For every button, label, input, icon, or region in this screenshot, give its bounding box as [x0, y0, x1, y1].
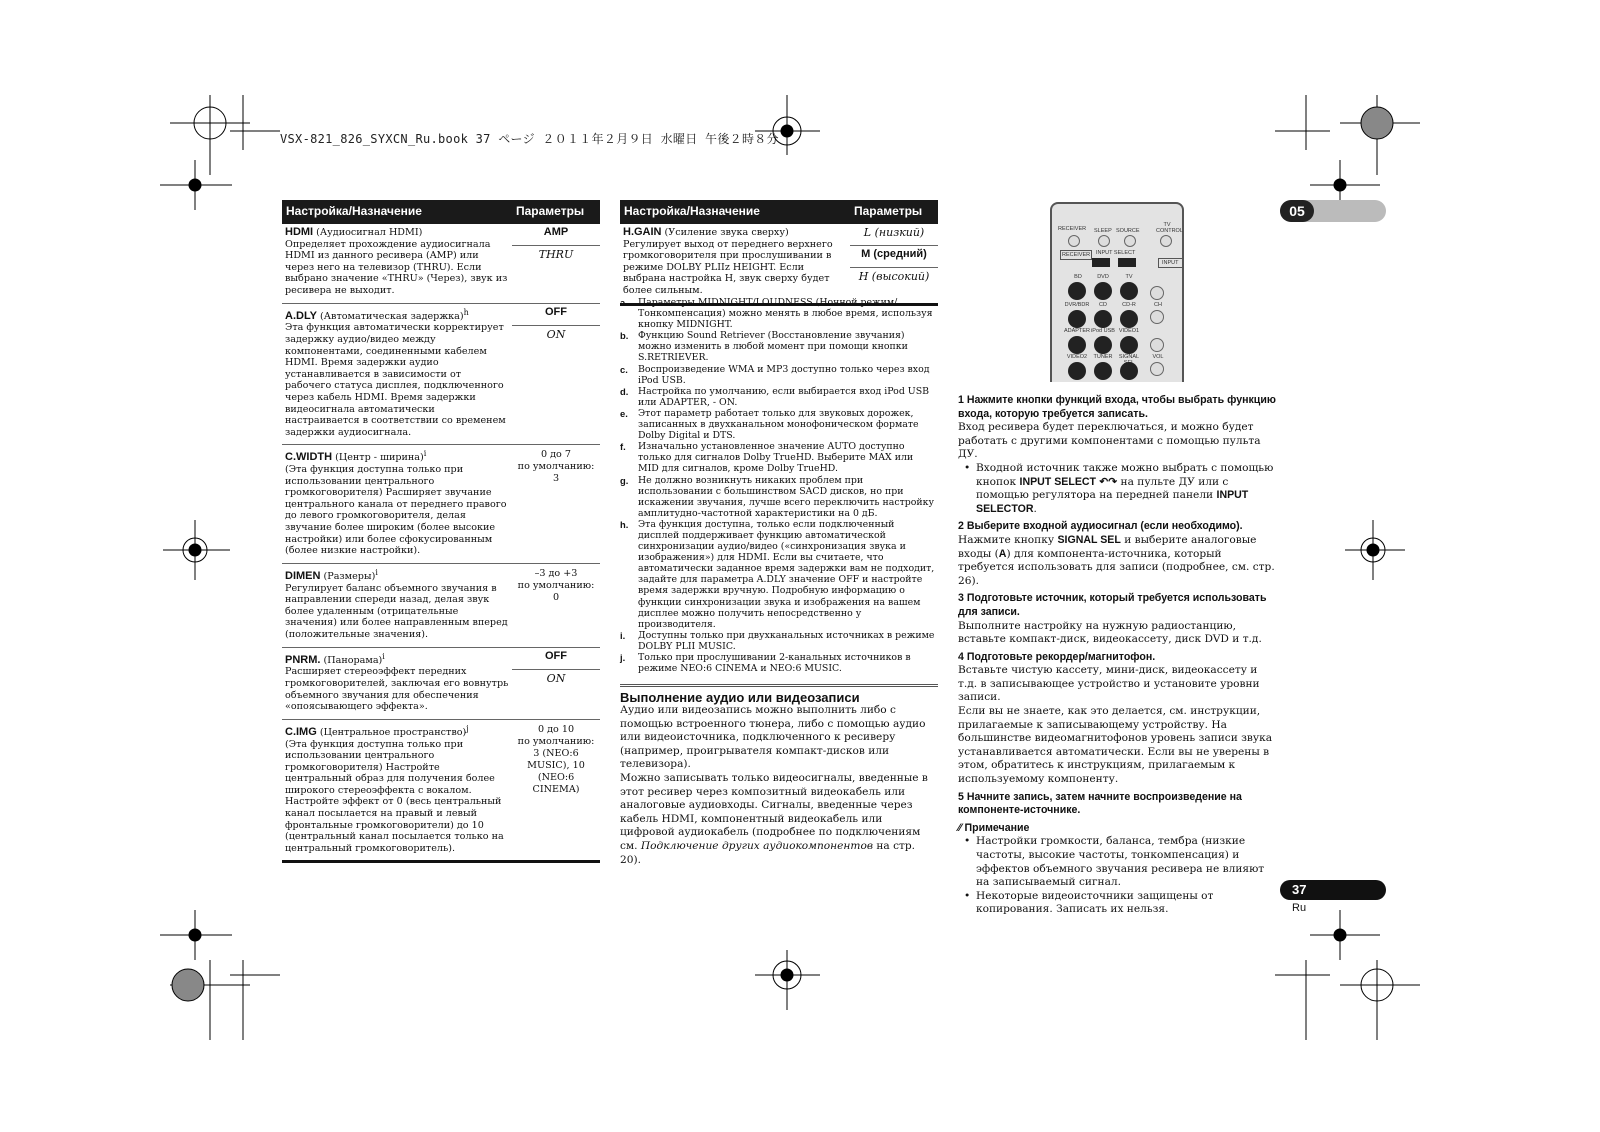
remote-label: SOURCE	[1116, 228, 1140, 234]
setting-description: (Эта функция доступна только при использовании центрального громкоговорителя) Настройте центральный образ для получения более широкого стереоэффекта с вокалом. Настройте эффект от 0 (весь центральный канал посылается на правый и левый фронтальные громкоговорители) до 10 (центральный канал посылается только на центральный громкоговоритель).	[285, 738, 504, 854]
footnotes-list	[620, 297, 936, 674]
footnote-item	[620, 475, 936, 519]
step-body: Нажмите кнопку SIGNAL SEL и выберите аналоговые входы (A) для компонента-источника, который требуется использовать для записи (подробнее, см. стр. 26).	[958, 533, 1275, 587]
settings-table-1	[282, 200, 600, 863]
table-row	[282, 647, 600, 719]
note-heading: ⁄⁄ Примечание	[958, 821, 1030, 834]
footnote-key: h.	[620, 518, 629, 530]
remote-label: TUNER	[1093, 354, 1113, 360]
option-range: 0 до 10	[537, 723, 575, 735]
footnote-text: Не должно возникнуть никаких проблем при использовании с большинством SACD дисков, но при искажении звучания, лучше всего переключить настройку амплитудно-частотной характеристики на 0 дБ.	[638, 474, 935, 519]
footnote-text: Настройка по умолчанию, если выбирается вход iPod USB или ADAPTER, - ON.	[638, 385, 930, 408]
print-header: VSX-821_826_SYXCN_Ru.book 37 ページ ２０１１年２月９日 水曜日 午後２時８分	[280, 132, 779, 146]
footnote-item	[620, 441, 936, 474]
paragraph: Можно записывать только видеосигналы, введенные в этот ресивер через композитный видеокабель или аналоговые аудиовходы. Сигналы, введенные через кабель HDMI, компонентный видеокабель или цифровой аудиокабель (подробнее по подключениям см. Подключение других аудиокомпонентов на стр. 20).	[620, 771, 928, 866]
step-body: Выполните настройку на нужную радиостанцию, вставьте компакт-диск, видеокассету, диск DVD и т.д.	[958, 619, 1262, 646]
option-value: AMP	[512, 224, 600, 246]
remote-label: CD	[1099, 302, 1107, 308]
step-title: 5 Начните запись, затем начните воспроизведение на компоненте-источнике.	[958, 790, 1242, 817]
step-title: 1 Нажмите кнопки функций входа, чтобы выбрать функцию входа, которую требуется записать.	[958, 394, 1276, 420]
footnote-text: Эта функция доступна, только если подключенный дисплей поддерживает функцию автоматической синхронизации аудио/видео («синхронизация звука и изображения») для HDMI. Если вы считаете, что автоматически заданное время задержки вам не подходит, задайте для параметра A.DLY значение OFF и настройте время задержки вручную. Подробную информацию о функции синхронизации звука и изображения на вашем дисплее можно получить непосредственно у производителя.	[638, 518, 935, 630]
option-default: по умолчанию: 0	[517, 579, 595, 603]
footnote-item	[620, 652, 936, 674]
step-title: 3 Подготовьте источник, который требуется использовать для записи.	[958, 592, 1267, 618]
remote-label: TV CONTROL	[1156, 222, 1183, 234]
setting-description: Регулирует баланс объемного звучания в направлении спереди назад, делая звук более удаленным (отрицательные значения) или более направленным вперед (положительные значения).	[285, 582, 508, 640]
footnote-item	[620, 519, 936, 630]
footnote-item	[620, 364, 936, 386]
paragraph: Аудио или видеозапись можно выполнить либо с помощью встроенного тюнера, либо с помощью аудио или видеоисточника, подключенного к ресиверу (например, проигрывателя компакт-дисков или телевизора).	[620, 704, 926, 771]
cross-reference: Подключение других аудиокомпонентов	[640, 839, 873, 852]
setting-subtitle: (Усиление звука сверху)	[661, 227, 789, 238]
setting-subtitle: (Автоматическая задержка)	[317, 310, 464, 322]
footnote-text: Доступны только при двухканальных источниках в режиме DOLBY PLII MUSIC.	[638, 629, 935, 652]
remote-label: INPUT SELECT	[1096, 250, 1136, 256]
setting-subtitle: (Размеры)	[320, 571, 376, 582]
remote-label: RECEIVER	[1062, 252, 1091, 258]
footnote-text: Параметры MIDNIGHT/LOUDNESS (Ночной режим/ Тонкомпенсация) можно менять в любое время, используя кнопку MIDNIGHT.	[638, 297, 933, 331]
table-row	[282, 719, 600, 862]
option-value: H (высокий)	[858, 270, 930, 283]
option-value: ON	[546, 671, 566, 685]
footnote-key: d.	[620, 385, 629, 397]
list-item: • Входной источник также можно выбрать с помощью кнопок INPUT SELECT ↶↷ на пульте ДУ или с помощью регулятора на передней панели INPUT SELECTOR.	[964, 461, 1274, 515]
setting-description: Определяет прохождение аудиосигнала HDMI из данного ресивера (AMP) или через него на телевизор (THRU). Если выбрано значение «THRU» (Через), звук из ресивера не выходит.	[285, 238, 508, 296]
settings-table-2	[620, 200, 938, 306]
option-default: по умолчанию: 3	[517, 461, 595, 485]
option-range: –3 до +3	[534, 567, 578, 579]
remote-label: VIDEO1	[1118, 328, 1140, 334]
remote-label: iPod USB	[1091, 328, 1115, 334]
footnote-key: a.	[620, 297, 628, 308]
option-value: L (низкий)	[850, 224, 938, 246]
setting-subtitle: (Панорама)	[320, 654, 383, 666]
footnote-item	[620, 386, 936, 408]
remote-label: DVR/BDR	[1064, 302, 1090, 308]
remote-label: RECEIVER	[1058, 226, 1087, 232]
remote-label: BD	[1074, 274, 1082, 280]
step-body: Вставьте чистую кассету, мини-диск, видеокассету и т.д. в записывающее устройство и установите уровни записи.	[958, 664, 1260, 704]
step-body: Если вы не знаете, как это делается, см. инструкции, прилагаемые к записывающему устройству. На большинстве видеомагнитофонов уровень записи звука устанавливается автоматически. Если вы не уверены в этом, обратитесь к инструкциям, прилагаемым к используемому компоненту.	[958, 705, 1273, 786]
setting-subtitle: (Аудиосигнал HDMI)	[313, 227, 423, 238]
setting-name: C.WIDTH	[285, 451, 333, 464]
input-select-arrows-icon: ↶↷	[1099, 475, 1118, 488]
step-title: 2 Выберите входной аудиосигнал (если необходимо).	[958, 520, 1243, 533]
column-header: Параметры	[850, 200, 938, 224]
setting-description: Эта функция автоматически корректирует задержку аудио/видео между компонентами, соединенными кабелем HDMI. Время задержки аудио устанавливается в зависимости от рабочего статуса дисплея, подключенного через кабель HDMI. Время задержки видеосигнала автоматически настраивается в соответствии со временем задержки аудиосигнала.	[285, 322, 506, 438]
footnote-item	[620, 330, 936, 363]
remote-label: SLEEP	[1094, 228, 1112, 234]
chapter-tab	[1280, 200, 1386, 222]
footnote-text: Этот параметр работает только для звуковых дорожек, записанных в двухканальном монофоническом формате Dolby Digital и DTS.	[638, 407, 919, 442]
footnote-ref: i	[423, 449, 427, 459]
footnote-key: e.	[620, 407, 628, 419]
remote-label: ADAPTER	[1064, 328, 1090, 334]
setting-description: (Эта функция доступна только при использовании центрального громкоговорителя) Расширяет звучание центрального канала от переднего правого до левого громкоговорителя, делая звучание более широким (более высокие настройки) или более сфокусированным (более низкие настройки).	[285, 464, 507, 557]
page-number: 37	[1280, 880, 1386, 900]
setting-name: DIMEN	[285, 570, 321, 582]
remote-label: CH	[1154, 302, 1162, 308]
footnote-text: Только при прослушивании 2-канальных источников в режиме NEO:6 CINEMA и NEO:6 MUSIC.	[638, 652, 911, 675]
remote-label: CD-R	[1122, 302, 1136, 308]
table-row	[282, 303, 600, 445]
option-range: 0 до 7	[541, 449, 571, 461]
remote-control-illustration	[1050, 202, 1184, 382]
column-header: Настройка/Назначение	[620, 200, 850, 224]
remote-label: INPUT	[1158, 258, 1183, 268]
table-row	[282, 445, 600, 564]
table-row	[282, 563, 600, 647]
table-row	[282, 224, 600, 303]
footnote-text: Воспроизведение WMA и MP3 доступно только через вход iPod USB.	[638, 363, 930, 386]
footnote-item	[620, 297, 936, 330]
footnote-key: b.	[620, 330, 629, 342]
footnote-text: Функцию Sound Retriever (Восстановление звучания) можно изменить в любой момент при помощи кнопки S.RETRIEVER.	[638, 330, 908, 364]
footnote-item	[620, 630, 936, 652]
remote-label: VOL	[1152, 354, 1164, 360]
remote-label: VIDEO2	[1066, 354, 1088, 360]
section-body	[620, 704, 938, 867]
footnote-key: i.	[620, 629, 626, 641]
column-header: Параметры	[512, 200, 600, 224]
remote-label: SIGNAL	[1118, 354, 1140, 360]
setting-name: PNRM.	[285, 653, 321, 666]
setting-subtitle: (Центральное пространство)	[316, 726, 467, 738]
footnote-key: j.	[620, 652, 626, 663]
remote-label: TV	[1125, 274, 1133, 280]
footnote-key: c.	[620, 363, 628, 375]
footnote-ref: i	[382, 651, 385, 661]
option-value: THRU	[538, 248, 574, 261]
setting-name: H.GAIN	[623, 226, 662, 238]
column-header: Настройка/Назначение	[282, 200, 512, 224]
list-item: • Настройки громкости, баланса, тембра (низкие частоты, высокие частоты, тонкомпенсация) и эффектов объемного звучания ресивера не влияют на записываемый сигнал.	[964, 835, 1265, 889]
chapter-number: 05	[1280, 200, 1314, 222]
setting-subtitle: (Центр - ширина)	[332, 452, 424, 464]
setting-name: HDMI	[285, 226, 314, 238]
option-value: M (средний)	[850, 246, 938, 268]
section-title: Выполнение аудио или видеозаписи	[620, 684, 938, 705]
option-value: OFF	[512, 648, 600, 670]
list-item: • Некоторые видеоисточники защищены от копирования. Записать их нельзя.	[964, 889, 1214, 916]
setting-name: C.IMG	[285, 725, 317, 738]
footnote-key: f.	[620, 441, 626, 453]
footnote-ref: j	[466, 723, 469, 733]
option-value: OFF	[512, 304, 600, 326]
step-body: Вход ресивера будет переключаться, и можно будет работать с другими компонентами с помощью пульта ДУ.	[958, 421, 1261, 461]
footnote-ref: h	[463, 307, 469, 317]
setting-description: Расширяет стереоэффект передних громкоговорителей, заключая его вовнутрь объемного звучания для обеспечения «опоясывающего эффекта».	[285, 666, 509, 713]
table-row	[620, 224, 938, 304]
step-title: 4 Подготовьте рекордер/магнитофон.	[958, 650, 1156, 663]
setting-description: Регулирует выход от переднего верхнего громкоговорителя при прослушивании в режиме DOLBY PLIIz HEIGHT. Если выбрана настройка H, звук сверху будет более сильным.	[623, 238, 833, 296]
remote-label: DVD	[1097, 274, 1109, 280]
option-value: ON	[546, 327, 566, 341]
footnote-text: Изначально установленное значение AUTO доступно только для сигналов Dolby TrueHD. Выберите MAX или MID для сигналов, кроме Dolby TrueHD.	[638, 441, 914, 475]
option-default: по умолчанию: 3 (NEO:6 MUSIC), 10 (NEO:6 CINEMA)	[517, 735, 595, 795]
note-icon: ⁄⁄	[958, 821, 965, 834]
recording-steps	[958, 390, 1278, 917]
language-label: Ru	[1292, 902, 1307, 914]
footnote-item	[620, 408, 936, 441]
footnote-ref: i	[375, 567, 378, 577]
setting-name: A.DLY	[285, 309, 317, 322]
footnote-key: g.	[620, 474, 629, 486]
